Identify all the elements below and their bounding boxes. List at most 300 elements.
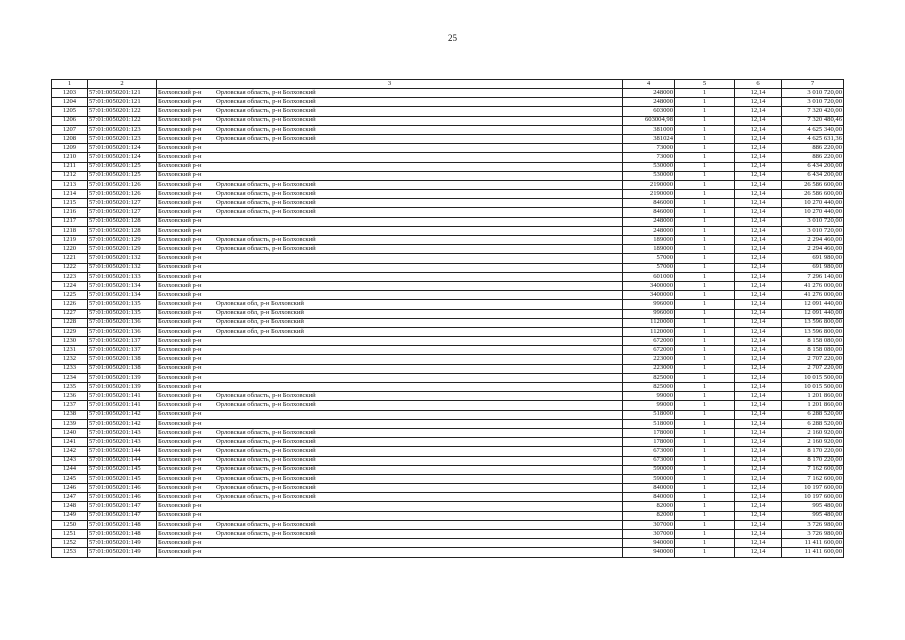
address-text: Орловская область, р-н Болховский <box>216 428 316 436</box>
count-cell: 1 <box>675 493 735 502</box>
location-cell <box>157 355 623 364</box>
table-row <box>52 318 844 327</box>
address-text: Орловская область, р-н Болховский <box>216 437 316 445</box>
count-cell: 1 <box>675 327 735 336</box>
table-row <box>52 539 844 548</box>
district-text: Болховский р-н <box>158 502 202 510</box>
cadastral-number-cell: 57:01:0050201:136 <box>88 327 157 336</box>
cadastral-number-cell: 57:01:0050201:149 <box>88 548 157 557</box>
cadastral-number-cell: 57:01:0050201:143 <box>88 438 157 447</box>
value-cell: 3 010 720,00 <box>782 89 844 98</box>
row-number-cell: 1216 <box>52 208 88 217</box>
district-text: Болховский р-н <box>158 529 202 537</box>
count-cell: 1 <box>675 465 735 474</box>
location-cell <box>157 327 623 336</box>
cadastral-number-cell: 57:01:0050201:134 <box>88 281 157 290</box>
value-cell: 41 276 000,00 <box>782 281 844 290</box>
district-text: Болховский р-н <box>158 382 202 390</box>
district-text: Болховский р-н <box>158 263 202 271</box>
row-number-cell: 1215 <box>52 199 88 208</box>
value-cell: 13 596 800,00 <box>782 318 844 327</box>
cadastral-number-cell: 57:01:0050201:144 <box>88 447 157 456</box>
count-cell: 1 <box>675 263 735 272</box>
cadastral-number-cell: 57:01:0050201:128 <box>88 226 157 235</box>
location-cell <box>157 116 623 125</box>
row-number-cell: 1238 <box>52 410 88 419</box>
table-row <box>52 171 844 180</box>
count-cell: 1 <box>675 309 735 318</box>
address-text: Орловская область, р-н Болховский <box>216 401 316 409</box>
header-cell: 4 <box>623 80 675 89</box>
area-cell: 840000 <box>623 484 675 493</box>
cadastral-number-cell: 57:01:0050201:126 <box>88 180 157 189</box>
row-number-cell: 1221 <box>52 254 88 263</box>
value-cell: 10 270 440,00 <box>782 208 844 217</box>
rate-cell: 12,14 <box>735 465 782 474</box>
address-text: Орловская область, р-н Болховский <box>216 465 316 473</box>
area-cell: 99000 <box>623 392 675 401</box>
row-number-cell: 1224 <box>52 281 88 290</box>
district-text: Болховский р-н <box>158 88 202 96</box>
rate-cell: 12,14 <box>735 245 782 254</box>
row-number-cell: 1246 <box>52 484 88 493</box>
value-cell: 886 220,00 <box>782 144 844 153</box>
address-text: Орловская обл, р-н Болховский <box>216 318 304 326</box>
address-text: Орловская обл, р-н Болховский <box>216 309 304 317</box>
table-row <box>52 502 844 511</box>
location-cell <box>157 226 623 235</box>
table-row <box>52 410 844 419</box>
location-cell <box>157 153 623 162</box>
table-row <box>52 254 844 263</box>
value-cell: 2 160 920,00 <box>782 438 844 447</box>
cadastral-number-cell: 57:01:0050201:127 <box>88 208 157 217</box>
value-cell: 11 411 600,00 <box>782 548 844 557</box>
count-cell: 1 <box>675 245 735 254</box>
count-cell: 1 <box>675 520 735 529</box>
area-cell: 590000 <box>623 474 675 483</box>
area-cell: 673000 <box>623 447 675 456</box>
address-text: Орловская область, р-н Болховский <box>216 529 316 537</box>
area-cell: 3400000 <box>623 291 675 300</box>
address-text: Орловская область, р-н Болховский <box>216 474 316 482</box>
count-cell: 1 <box>675 410 735 419</box>
table-row <box>52 419 844 428</box>
value-cell: 2 160 920,00 <box>782 428 844 437</box>
count-cell: 1 <box>675 180 735 189</box>
cadastral-number-cell: 57:01:0050201:136 <box>88 318 157 327</box>
cadastral-number-cell: 57:01:0050201:146 <box>88 493 157 502</box>
area-cell: 825000 <box>623 383 675 392</box>
count-cell: 1 <box>675 254 735 263</box>
location-cell <box>157 263 623 272</box>
table-row <box>52 309 844 318</box>
rate-cell: 12,14 <box>735 383 782 392</box>
area-cell: 178000 <box>623 428 675 437</box>
district-text: Болховский р-н <box>158 456 202 464</box>
row-number-cell: 1252 <box>52 539 88 548</box>
rate-cell: 12,14 <box>735 493 782 502</box>
count-cell: 1 <box>675 291 735 300</box>
cadastral-number-cell: 57:01:0050201:133 <box>88 272 157 281</box>
value-cell: 995 480,00 <box>782 511 844 520</box>
location-cell <box>157 474 623 483</box>
cadastral-number-cell: 57:01:0050201:148 <box>88 520 157 529</box>
cadastral-number-cell: 57:01:0050201:121 <box>88 89 157 98</box>
district-text: Болховский р-н <box>158 290 202 298</box>
address-text: Орловская область, р-н Болховский <box>216 208 316 216</box>
location-cell <box>157 539 623 548</box>
rate-cell: 12,14 <box>735 236 782 245</box>
cadastral-number-cell: 57:01:0050201:132 <box>88 263 157 272</box>
table-row <box>52 98 844 107</box>
value-cell: 26 586 600,00 <box>782 180 844 189</box>
rate-cell: 12,14 <box>735 263 782 272</box>
district-text: Болховский р-н <box>158 447 202 455</box>
rate-cell: 12,14 <box>735 438 782 447</box>
area-cell: 307000 <box>623 520 675 529</box>
row-number-cell: 1222 <box>52 263 88 272</box>
area-cell: 1120000 <box>623 318 675 327</box>
cadastral-number-cell: 57:01:0050201:123 <box>88 134 157 143</box>
rate-cell: 12,14 <box>735 428 782 437</box>
location-cell <box>157 337 623 346</box>
count-cell: 1 <box>675 539 735 548</box>
value-cell: 10 197 600,00 <box>782 493 844 502</box>
table-row <box>52 116 844 125</box>
row-number-cell: 1211 <box>52 162 88 171</box>
row-number-cell: 1247 <box>52 493 88 502</box>
location-cell <box>157 309 623 318</box>
row-number-cell: 1205 <box>52 107 88 116</box>
rate-cell: 12,14 <box>735 125 782 134</box>
district-text: Болховский р-н <box>158 97 202 105</box>
table-row <box>52 392 844 401</box>
table-row <box>52 511 844 520</box>
location-cell <box>157 373 623 382</box>
area-cell: 2190000 <box>623 180 675 189</box>
district-text: Болховский р-н <box>158 125 202 133</box>
row-number-cell: 1237 <box>52 401 88 410</box>
value-cell: 3 726 980,00 <box>782 530 844 539</box>
count-cell: 1 <box>675 318 735 327</box>
area-cell: 189000 <box>623 245 675 254</box>
area-cell: 248000 <box>623 226 675 235</box>
table-row <box>52 401 844 410</box>
cadastral-number-cell: 57:01:0050201:142 <box>88 419 157 428</box>
cadastral-number-cell: 57:01:0050201:145 <box>88 465 157 474</box>
location-cell <box>157 236 623 245</box>
row-number-cell: 1245 <box>52 474 88 483</box>
cadastral-number-cell: 57:01:0050201:138 <box>88 355 157 364</box>
cadastral-number-cell: 57:01:0050201:147 <box>88 511 157 520</box>
cadastral-number-cell: 57:01:0050201:122 <box>88 107 157 116</box>
location-cell <box>157 364 623 373</box>
district-text: Болховский р-н <box>158 244 202 252</box>
district-text: Болховский р-н <box>158 134 202 142</box>
location-cell <box>157 171 623 180</box>
area-cell: 223000 <box>623 355 675 364</box>
table-row <box>52 190 844 199</box>
table-row <box>52 236 844 245</box>
cadastral-number-cell: 57:01:0050201:124 <box>88 153 157 162</box>
district-text: Болховский р-н <box>158 483 202 491</box>
district-text: Болховский р-н <box>158 428 202 436</box>
row-number-cell: 1249 <box>52 511 88 520</box>
value-cell: 10 015 500,00 <box>782 383 844 392</box>
row-number-cell: 1231 <box>52 346 88 355</box>
location-cell <box>157 419 623 428</box>
location-cell <box>157 98 623 107</box>
count-cell: 1 <box>675 392 735 401</box>
location-cell <box>157 254 623 263</box>
area-cell: 381024 <box>623 134 675 143</box>
rate-cell: 12,14 <box>735 520 782 529</box>
area-cell: 840000 <box>623 493 675 502</box>
location-cell <box>157 291 623 300</box>
area-cell: 178000 <box>623 438 675 447</box>
district-text: Болховский р-н <box>158 391 202 399</box>
table-row <box>52 144 844 153</box>
cadastral-number-cell: 57:01:0050201:147 <box>88 502 157 511</box>
count-cell: 1 <box>675 355 735 364</box>
count-cell: 1 <box>675 401 735 410</box>
area-cell: 82000 <box>623 502 675 511</box>
table-row <box>52 548 844 557</box>
row-number-cell: 1250 <box>52 520 88 529</box>
table-row <box>52 300 844 309</box>
area-cell: 940000 <box>623 539 675 548</box>
count-cell: 1 <box>675 337 735 346</box>
count-cell: 1 <box>675 502 735 511</box>
value-cell: 41 276 000,00 <box>782 291 844 300</box>
district-text: Болховский р-н <box>158 465 202 473</box>
count-cell: 1 <box>675 89 735 98</box>
cadastral-number-cell: 57:01:0050201:144 <box>88 456 157 465</box>
value-cell: 12 091 440,00 <box>782 300 844 309</box>
row-number-cell: 1239 <box>52 419 88 428</box>
cadastral-number-cell: 57:01:0050201:137 <box>88 346 157 355</box>
count-cell: 1 <box>675 300 735 309</box>
rate-cell: 12,14 <box>735 474 782 483</box>
area-cell: 57000 <box>623 254 675 263</box>
table-row <box>52 484 844 493</box>
row-number-cell: 1203 <box>52 89 88 98</box>
rate-cell: 12,14 <box>735 456 782 465</box>
location-cell <box>157 199 623 208</box>
district-text: Болховский р-н <box>158 346 202 354</box>
rate-cell: 12,14 <box>735 199 782 208</box>
rate-cell: 12,14 <box>735 337 782 346</box>
value-cell: 6 288 520,00 <box>782 410 844 419</box>
value-cell: 3 010 720,00 <box>782 226 844 235</box>
table-row <box>52 474 844 483</box>
row-number-cell: 1240 <box>52 428 88 437</box>
cadastral-number-cell: 57:01:0050201:149 <box>88 539 157 548</box>
rate-cell: 12,14 <box>735 281 782 290</box>
district-text: Болховский р-н <box>158 437 202 445</box>
area-cell: 996000 <box>623 309 675 318</box>
rate-cell: 12,14 <box>735 502 782 511</box>
count-cell: 1 <box>675 428 735 437</box>
count-cell: 1 <box>675 116 735 125</box>
value-cell: 3 726 980,00 <box>782 520 844 529</box>
location-cell <box>157 245 623 254</box>
district-text: Болховский р-н <box>158 410 202 418</box>
table-row <box>52 107 844 116</box>
table-row <box>52 520 844 529</box>
row-number-cell: 1229 <box>52 327 88 336</box>
rate-cell: 12,14 <box>735 226 782 235</box>
area-cell: 2190000 <box>623 190 675 199</box>
area-cell: 846000 <box>623 199 675 208</box>
table-row <box>52 281 844 290</box>
value-cell: 7 162 600,00 <box>782 465 844 474</box>
location-cell <box>157 134 623 143</box>
rate-cell: 12,14 <box>735 134 782 143</box>
district-text: Болховский р-н <box>158 116 202 124</box>
location-cell <box>157 281 623 290</box>
value-cell: 10 015 500,00 <box>782 373 844 382</box>
row-number-cell: 1241 <box>52 438 88 447</box>
row-number-cell: 1242 <box>52 447 88 456</box>
location-cell <box>157 447 623 456</box>
address-text: Орловская область, р-н Болховский <box>216 520 316 528</box>
count-cell: 1 <box>675 134 735 143</box>
district-text: Болховский р-н <box>158 309 202 317</box>
district-text: Болховский р-н <box>158 373 202 381</box>
district-text: Болховский р-н <box>158 107 202 115</box>
district-text: Болховский р-н <box>158 327 202 335</box>
row-number-cell: 1236 <box>52 392 88 401</box>
rate-cell: 12,14 <box>735 364 782 373</box>
row-number-cell: 1208 <box>52 134 88 143</box>
district-text: Болховский р-н <box>158 401 202 409</box>
area-cell: 601000 <box>623 272 675 281</box>
location-cell <box>157 300 623 309</box>
table-row <box>52 291 844 300</box>
value-cell: 2 707 220,00 <box>782 355 844 364</box>
district-text: Болховский р-н <box>158 355 202 363</box>
address-text: Орловская область, р-н Болховский <box>216 456 316 464</box>
count-cell: 1 <box>675 208 735 217</box>
value-cell: 8 158 080,00 <box>782 337 844 346</box>
table-row <box>52 493 844 502</box>
location-cell <box>157 428 623 437</box>
location-cell <box>157 392 623 401</box>
table-row <box>52 346 844 355</box>
rate-cell: 12,14 <box>735 291 782 300</box>
area-cell: 825000 <box>623 373 675 382</box>
rate-cell: 12,14 <box>735 190 782 199</box>
rate-cell: 12,14 <box>735 116 782 125</box>
value-cell: 886 220,00 <box>782 153 844 162</box>
value-cell: 6 434 200,00 <box>782 162 844 171</box>
row-number-cell: 1235 <box>52 383 88 392</box>
area-cell: 381000 <box>623 125 675 134</box>
area-cell: 530000 <box>623 171 675 180</box>
table-row <box>52 337 844 346</box>
location-cell <box>157 89 623 98</box>
address-text: Орловская область, р-н Болховский <box>216 483 316 491</box>
table-row <box>52 125 844 134</box>
value-cell: 3 010 720,00 <box>782 98 844 107</box>
row-number-cell: 1214 <box>52 190 88 199</box>
rate-cell: 12,14 <box>735 107 782 116</box>
district-text: Болховский р-н <box>158 511 202 519</box>
cadastral-number-cell: 57:01:0050201:124 <box>88 144 157 153</box>
row-number-cell: 1243 <box>52 456 88 465</box>
row-number-cell: 1210 <box>52 153 88 162</box>
rate-cell: 12,14 <box>735 355 782 364</box>
district-text: Болховский р-н <box>158 520 202 528</box>
district-text: Болховский р-н <box>158 493 202 501</box>
address-text: Орловская область, р-н Болховский <box>216 125 316 133</box>
count-cell: 1 <box>675 171 735 180</box>
rate-cell: 12,14 <box>735 327 782 336</box>
count-cell: 1 <box>675 447 735 456</box>
table-row <box>52 355 844 364</box>
table-row <box>52 530 844 539</box>
rate-cell: 12,14 <box>735 180 782 189</box>
value-cell: 6 288 520,00 <box>782 419 844 428</box>
value-cell: 4 625 340,00 <box>782 125 844 134</box>
area-cell: 672000 <box>623 346 675 355</box>
value-cell: 691 980,00 <box>782 254 844 263</box>
count-cell: 1 <box>675 190 735 199</box>
rate-cell: 12,14 <box>735 254 782 263</box>
rate-cell: 12,14 <box>735 98 782 107</box>
count-cell: 1 <box>675 383 735 392</box>
rate-cell: 12,14 <box>735 392 782 401</box>
cadastral-number-cell: 57:01:0050201:146 <box>88 484 157 493</box>
address-text: Орловская область, р-н Болховский <box>216 180 316 188</box>
area-cell: 248000 <box>623 217 675 226</box>
row-number-cell: 1228 <box>52 318 88 327</box>
district-text: Болховский р-н <box>158 336 202 344</box>
address-text: Орловская область, р-н Болховский <box>216 244 316 252</box>
rate-cell: 12,14 <box>735 401 782 410</box>
count-cell: 1 <box>675 419 735 428</box>
cadastral-number-cell: 57:01:0050201:137 <box>88 337 157 346</box>
area-cell: 248000 <box>623 89 675 98</box>
cadastral-number-cell: 57:01:0050201:121 <box>88 98 157 107</box>
area-cell: 248000 <box>623 98 675 107</box>
rate-cell: 12,14 <box>735 346 782 355</box>
count-cell: 1 <box>675 364 735 373</box>
address-text: Орловская область, р-н Болховский <box>216 116 316 124</box>
value-cell: 12 091 440,00 <box>782 309 844 318</box>
district-text: Болховский р-н <box>158 300 202 308</box>
address-text: Орловская обл, р-н Болховский <box>216 300 304 308</box>
count-cell: 1 <box>675 456 735 465</box>
location-cell <box>157 190 623 199</box>
cadastral-number-cell: 57:01:0050201:135 <box>88 300 157 309</box>
address-text: Орловская область, р-н Болховский <box>216 199 316 207</box>
count-cell: 1 <box>675 153 735 162</box>
count-cell: 1 <box>675 530 735 539</box>
value-cell: 7 296 140,00 <box>782 272 844 281</box>
table-row <box>52 438 844 447</box>
table-row <box>52 456 844 465</box>
area-cell: 603004,98 <box>623 116 675 125</box>
area-cell: 846000 <box>623 208 675 217</box>
header-cell: 1 <box>52 80 88 89</box>
cadastral-table <box>51 79 844 558</box>
header-cell: 5 <box>675 80 735 89</box>
location-cell <box>157 107 623 116</box>
cadastral-number-cell: 57:01:0050201:139 <box>88 373 157 382</box>
